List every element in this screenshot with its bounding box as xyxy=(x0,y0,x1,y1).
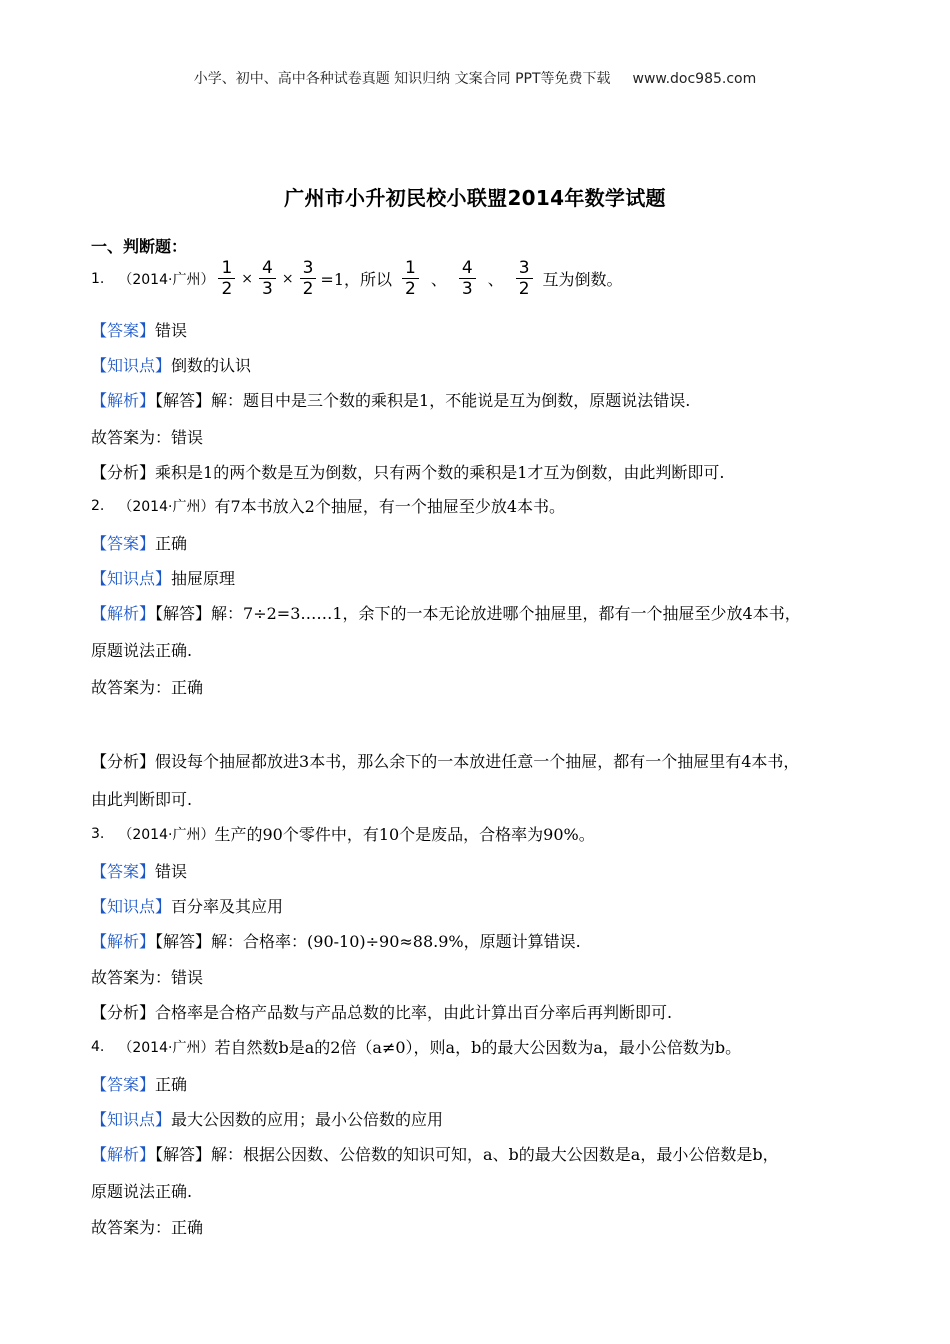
final-answer-line: 故答案为：正确 xyxy=(91,1218,204,1237)
analysis-continued: 原题说法正确. xyxy=(91,641,193,660)
question-4 xyxy=(91,1035,741,1058)
separator: 、 xyxy=(430,270,447,289)
fraction: $\frac{4}{3}$ xyxy=(259,258,276,299)
answer-line: 【答案】正确 xyxy=(91,534,188,553)
separator: 、 xyxy=(487,270,504,289)
question-number: 1. xyxy=(91,270,105,287)
question-text: 有7本书放入2个抽屉，有一个抽屉至少放4本书。 xyxy=(214,497,565,516)
explanation-continued: 由此判断即可. xyxy=(91,790,193,809)
question-text: 互为倒数。 xyxy=(542,270,623,289)
knowledge-point-line: 【知识点】最大公因数的应用；最小公倍数的应用 xyxy=(91,1110,444,1129)
final-answer-line: 故答案为：错误 xyxy=(91,428,204,447)
question-number: 4. xyxy=(91,1038,105,1055)
section-heading: 一、判断题： xyxy=(91,237,188,256)
knowledge-point-line: 【知识点】倒数的认识 xyxy=(91,356,252,375)
question-text: 生产的90个零件中，有10个是废品，合格率为90%。 xyxy=(214,825,595,844)
question-source: （2014·广州） xyxy=(118,826,215,843)
question-3 xyxy=(91,822,595,845)
times-sign: × xyxy=(281,270,294,287)
analysis-line: 【解析】【解答】解：题目中是三个数的乘积是1，不能说是互为倒数，原题说法错误. xyxy=(91,391,691,410)
answer-line: 【答案】错误 xyxy=(91,862,188,881)
fraction: $\frac{3}{2}$ xyxy=(300,258,317,299)
question-text: =1，所以 xyxy=(320,270,392,289)
analysis-line: 【解析】【解答】解：合格率：(90-10)÷90≈88.9%，原题计算错误. xyxy=(91,932,581,951)
question-source: （2014·广州） xyxy=(118,1039,215,1056)
page-title: 广州市小升初民校小联盟2014年数学试题 xyxy=(284,186,666,210)
analysis-line: 【解析】【解答】解：根据公因数、公倍数的知识可知，a、b的最大公因数是a，最小公倍数是b， xyxy=(91,1145,779,1164)
final-answer-line: 故答案为：错误 xyxy=(91,968,204,987)
fraction: $\frac{4}{3}$ xyxy=(459,258,476,299)
answer-line: 【答案】正确 xyxy=(91,1075,188,1094)
question-2 xyxy=(91,494,565,517)
knowledge-point-line: 【知识点】百分率及其应用 xyxy=(91,897,284,916)
analysis-continued: 原题说法正确. xyxy=(91,1182,193,1201)
explanation-line: 【分析】假设每个抽屉都放进3本书，那么余下的一本放进任意一个抽屉，都有一个抽屉里有4本书， xyxy=(91,752,800,771)
fraction: $\frac{1}{2}$ xyxy=(218,258,235,299)
question-source: （2014·广州） xyxy=(118,271,215,288)
explanation-line: 【分析】乘积是1的两个数是互为倒数，只有两个数的乘积是1才互为倒数，由此判断即可. xyxy=(91,463,725,482)
answer-line: 【答案】错误 xyxy=(91,321,188,340)
explanation-line: 【分析】合格率是合格产品数与产品总数的比率，由此计算出百分率后再判断即可. xyxy=(91,1003,673,1022)
header-text: 小学、初中、高中各种试卷真题 知识归纳 文案合同 PPT等免费下载 xyxy=(193,71,611,87)
question-text: 若自然数b是a的2倍（a≠0），则a，b的最大公因数为a，最小公倍数为b。 xyxy=(214,1038,742,1057)
fraction: $\frac{1}{2}$ xyxy=(402,258,419,299)
knowledge-point-line: 【知识点】抽屉原理 xyxy=(91,569,236,588)
question-number: 3. xyxy=(91,825,105,842)
header-site-link[interactable]: www.doc985.com xyxy=(632,71,757,87)
final-answer-line: 故答案为：正确 xyxy=(91,678,204,697)
times-sign: × xyxy=(241,270,254,287)
question-1 xyxy=(91,258,623,299)
question-source: （2014·广州） xyxy=(118,498,215,515)
question-number: 2. xyxy=(91,497,105,514)
fraction: $\frac{3}{2}$ xyxy=(516,258,533,299)
analysis-line: 【解析】【解答】解：7÷2=3……1，余下的一本无论放进哪个抽屉里，都有一个抽屉至少放4本书， xyxy=(91,604,801,623)
page-header xyxy=(0,68,950,88)
